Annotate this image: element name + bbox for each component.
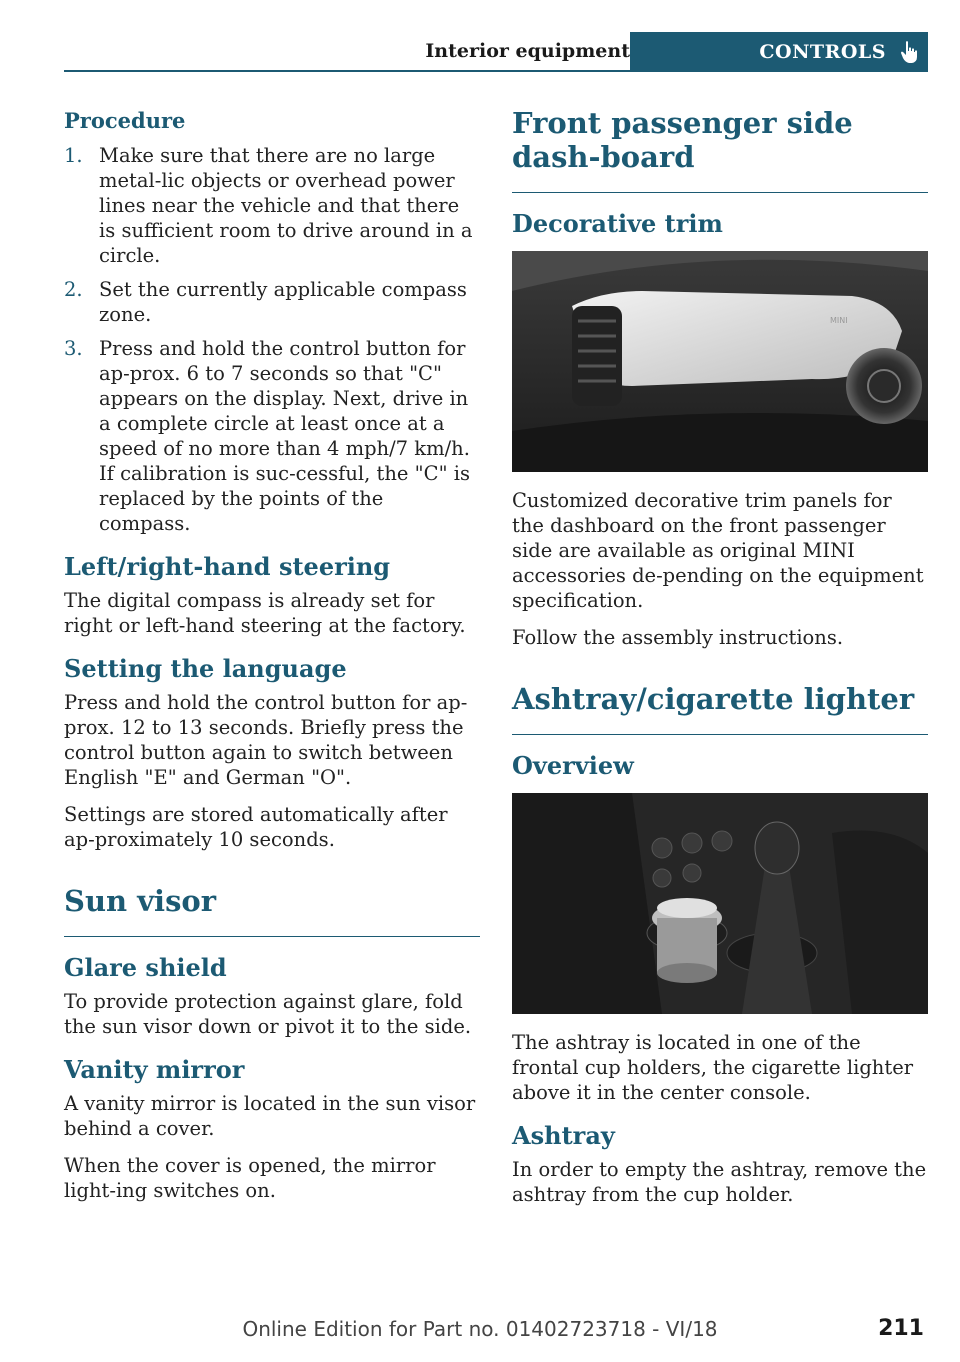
list-item (64, 143, 480, 268)
vanity-heading: Vanity mirror (64, 1055, 245, 1084)
steering-text: The digital compass is already set for right or left-hand steering at the factory. (64, 589, 466, 637)
footer-edition: Online Edition for Part no. 01402723718 - VI/18 (242, 1317, 718, 1341)
sun-visor-heading: Sun visor (64, 884, 480, 937)
language-heading: Setting the language (64, 654, 347, 683)
list-item (64, 336, 480, 536)
pointing-hand-icon (900, 40, 920, 64)
page-number: 211 (878, 1316, 924, 1341)
chapter-tab (630, 32, 928, 72)
dashboard-trim-image (512, 251, 928, 472)
svg-text:MINI: MINI (830, 316, 848, 325)
right-column (512, 100, 928, 1219)
procedure-steps (64, 143, 480, 536)
glare-heading: Glare shield (64, 953, 227, 982)
step-text: Set the currently applicable compass zone. (99, 278, 467, 326)
step-text: Make sure that there are no large metal-lic objects or overhead power lines near the vehicle and that there is sufficient room to drive around in a circle. (99, 144, 473, 267)
page-header (64, 32, 928, 72)
language-text: Press and hold the control button for ap-prox. 12 to 13 seconds. Briefly press the control button again to switch between English "E" and German "O". (64, 691, 468, 789)
left-column (64, 100, 480, 1215)
step-number: 3. (64, 337, 83, 360)
chapter-label: CONTROLS (759, 41, 886, 63)
ashtray-text: In order to empty the ashtray, remove the ashtray from the cup holder. (512, 1158, 927, 1206)
dashboard-heading: Front passenger side dash-board (512, 106, 928, 193)
overview-text: The ashtray is located in one of the frontal cup holders, the cigarette lighter above it in the center console. (512, 1031, 914, 1104)
ashtray-lighter-heading: Ashtray/cigarette lighter (512, 682, 928, 735)
overview-heading: Overview (512, 751, 634, 780)
step-number: 2. (64, 278, 83, 301)
trim-heading: Decorative trim (512, 209, 723, 238)
step-text: Press and hold the control button for ap-prox. 6 to 7 seconds so that "C" appears on the display. Next, drive in a complete circle at least once at a speed of no more than 4 mph/7 km/h. If calibration is suc-cessful, the "C" is replaced by the points of the compass. (99, 337, 470, 535)
procedure-title: Procedure (64, 108, 186, 133)
steering-heading: Left/right-hand steering (64, 552, 391, 581)
step-number: 1. (64, 144, 83, 167)
language-text-2: Settings are stored automatically after ap-proximately 10 seconds. (64, 803, 448, 851)
glare-text: To provide protection against glare, fold the sun visor down or pivot it to the side. (64, 990, 472, 1038)
ashtray-heading: Ashtray (512, 1121, 615, 1150)
vanity-text: A vanity mirror is located in the sun visor behind a cover. (64, 1092, 476, 1140)
trim-text-2: Follow the assembly instructions. (512, 626, 844, 649)
vanity-text-2: When the cover is opened, the mirror light-ing switches on. (64, 1154, 436, 1202)
list-item (64, 277, 480, 327)
section-title: Interior equipment (425, 40, 630, 62)
header-rule (64, 70, 928, 72)
ashtray-overview-image (512, 793, 928, 1014)
trim-text: Customized decorative trim panels for the dashboard on the front passenger side are available as original MINI accessories de-pending on the equipment specification. (512, 489, 924, 612)
